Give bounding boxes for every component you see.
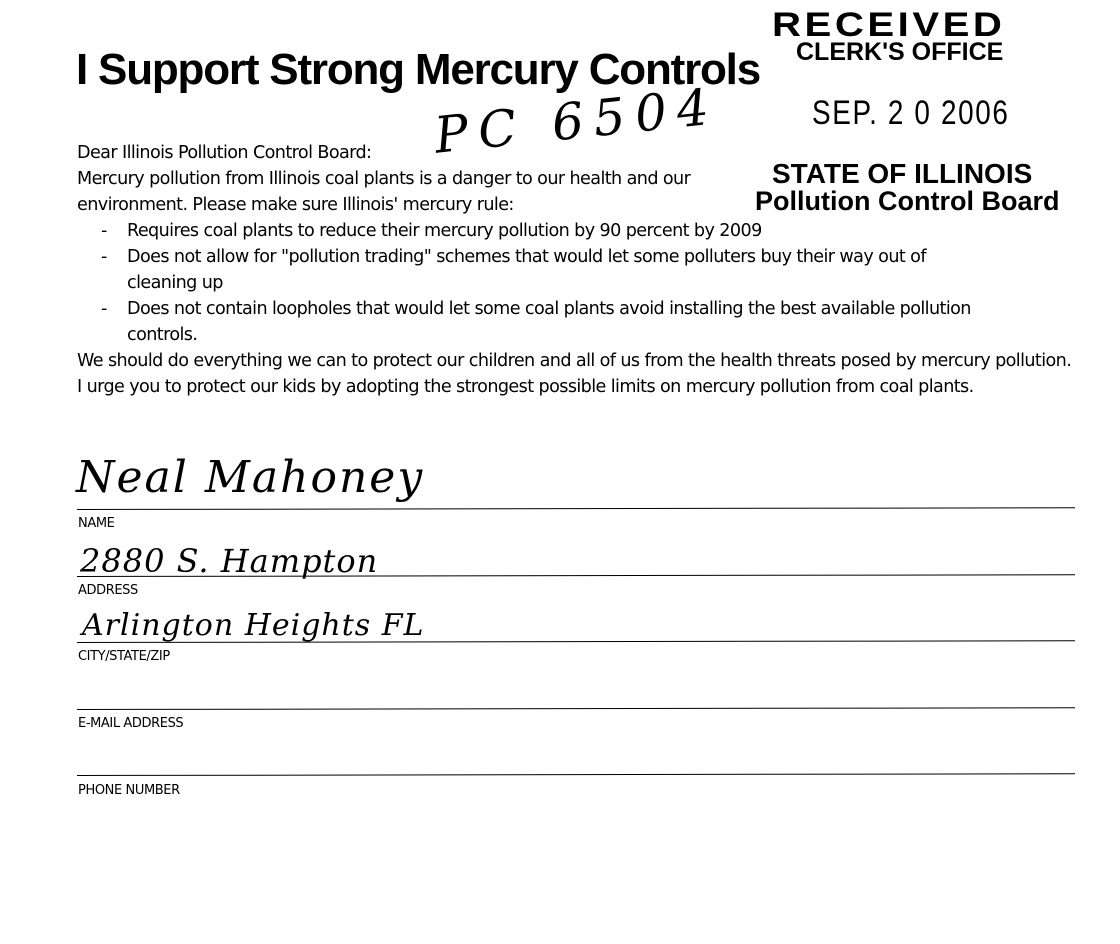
list-item: [101, 244, 987, 296]
list-item-text: Requires coal plants to reduce their mercury pollution by 90 percent by 2009: [127, 221, 762, 241]
list-item: [101, 218, 987, 244]
email-field-line[interactable]: [77, 707, 1075, 710]
phone-field-line[interactable]: [77, 773, 1075, 776]
requirements-list: [77, 218, 1077, 348]
name-field-value: Neal Mahoney: [76, 452, 425, 503]
letter-intro: Mercury pollution from Illinois coal plants is a danger to our health and our environment. Please make sure Illinois' mercury rule:: [77, 169, 691, 215]
name-field-label: NAME: [78, 516, 115, 531]
dash-bullet: -: [101, 299, 107, 319]
address-field-value: 2880 S. Hampton: [80, 542, 379, 580]
received-stamp-date: SEP. 2 0 2006: [812, 94, 1010, 132]
received-stamp-state: STATE OF ILLINOIS: [772, 158, 1033, 189]
page-title: I Support Strong Mercury Controls: [76, 45, 760, 94]
list-item-text: Does not contain loopholes that would let some coal plants avoid installing the best available pollution controls.: [127, 299, 971, 345]
address-field-label: ADDRESS: [78, 583, 138, 598]
name-field-line[interactable]: [77, 507, 1075, 510]
letter-salutation: Dear Illinois Pollution Control Board:: [77, 143, 372, 163]
received-stamp-board: Pollution Control Board: [755, 186, 1060, 216]
city-state-zip-field-label: CITY/STATE/ZIP: [78, 649, 170, 664]
list-item: [101, 296, 987, 348]
received-stamp-office: CLERK'S OFFICE: [796, 38, 1004, 66]
dash-bullet: -: [101, 247, 107, 267]
list-item-text: Does not allow for "pollution trading" schemes that would let some polluters buy their way out of cleaning up: [127, 247, 926, 293]
received-stamp-heading: RECEIVED: [772, 6, 1006, 44]
letter-closing: We should do everything we can to protect our children and all of us from the health threats posed by mercury pollution. I urge you to protect our kids by adopting the strongest possible limits on mercury pollution from coal plants.: [77, 351, 1072, 397]
handwritten-pc-number: PC 6504: [431, 77, 722, 165]
email-field-label: E-MAIL ADDRESS: [78, 716, 184, 731]
phone-field-label: PHONE NUMBER: [78, 783, 180, 798]
dash-bullet: -: [101, 221, 107, 241]
city-state-zip-field-value: Arlington Heights FL: [82, 608, 425, 643]
